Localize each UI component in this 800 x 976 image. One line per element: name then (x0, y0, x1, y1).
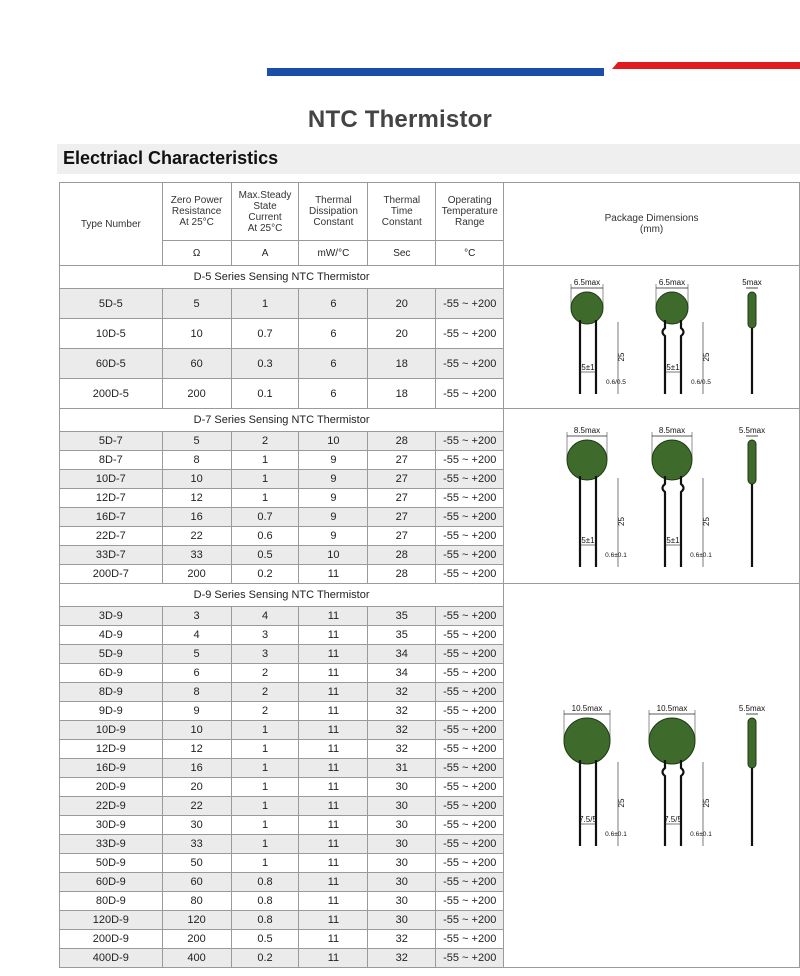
value-cell: 11 (299, 645, 368, 664)
value-cell: 0.7 (231, 319, 299, 349)
type-number-cell: 22D-9 (60, 797, 163, 816)
package-diagram-wrap (504, 270, 799, 405)
width-dimension-label: 10.5max (656, 703, 687, 713)
unit-cell: °C (436, 241, 504, 266)
value-cell: 1 (231, 797, 299, 816)
value-cell: 9 (299, 527, 368, 546)
value-cell: 2 (231, 683, 299, 702)
value-cell: -55 ~ +200 (436, 607, 504, 626)
type-number-cell: 22D-7 (60, 527, 163, 546)
value-cell: -55 ~ +200 (436, 289, 504, 319)
type-number-cell: 200D-7 (60, 565, 163, 584)
lead-diameter-label: 0.6±0.1 (689, 552, 712, 559)
value-cell: 9 (299, 489, 368, 508)
value-cell: 3 (162, 607, 231, 626)
value-cell: 1 (231, 721, 299, 740)
column-header: Thermal Dissipation Constant (299, 183, 368, 241)
width-dimension-label: 10.5max (571, 703, 602, 713)
value-cell: -55 ~ +200 (436, 565, 504, 584)
value-cell: 1 (231, 470, 299, 489)
section-header (57, 144, 800, 174)
value-cell: 1 (231, 854, 299, 873)
value-cell: 28 (368, 546, 436, 565)
value-cell: 0.8 (231, 911, 299, 930)
unit-cell: Ω (162, 241, 231, 266)
value-cell: 11 (299, 626, 368, 645)
value-cell: 6 (299, 379, 368, 409)
value-cell: 60 (162, 349, 231, 379)
value-cell: 10 (299, 546, 368, 565)
value-cell: 200 (162, 930, 231, 949)
value-cell: 27 (368, 527, 436, 546)
type-number-cell: 200D-5 (60, 379, 163, 409)
value-cell: 3 (231, 626, 299, 645)
type-number-cell: 16D-7 (60, 508, 163, 527)
thermistor-side-view (748, 292, 756, 328)
value-cell: 10 (299, 432, 368, 451)
column-header: Operating Temperature Range (436, 183, 504, 241)
value-cell: 30 (368, 797, 436, 816)
value-cell: 11 (299, 835, 368, 854)
thermistor-disc (567, 440, 607, 480)
series-title: D-5 Series Sensing NTC Thermistor (60, 266, 504, 289)
header-blue-bar (267, 68, 604, 76)
value-cell: 10 (162, 721, 231, 740)
lead-wire (681, 476, 684, 567)
value-cell: 2 (231, 432, 299, 451)
value-cell: 28 (368, 432, 436, 451)
value-cell: 30 (368, 778, 436, 797)
package-dimension-diagram (527, 696, 777, 856)
width-dimension-label: 8.5max (573, 426, 600, 435)
pitch-dimension-label: 5±1 (580, 362, 595, 372)
value-cell: 30 (368, 873, 436, 892)
value-cell: 6 (162, 664, 231, 683)
value-cell: 30 (368, 854, 436, 873)
type-number-cell: 5D-9 (60, 645, 163, 664)
value-cell: 200 (162, 565, 231, 584)
value-cell: 1 (231, 289, 299, 319)
type-number-cell: 10D-7 (60, 470, 163, 489)
value-cell: 5 (162, 432, 231, 451)
value-cell: 2 (231, 664, 299, 683)
value-cell: -55 ~ +200 (436, 508, 504, 527)
value-cell: 8 (162, 451, 231, 470)
value-cell: 27 (368, 470, 436, 489)
value-cell: 27 (368, 451, 436, 470)
value-cell: -55 ~ +200 (436, 797, 504, 816)
value-cell: -55 ~ +200 (436, 892, 504, 911)
value-cell: 9 (299, 470, 368, 489)
value-cell: 35 (368, 626, 436, 645)
value-cell: 12 (162, 489, 231, 508)
value-cell: -55 ~ +200 (436, 546, 504, 565)
value-cell: -55 ~ +200 (436, 930, 504, 949)
value-cell: -55 ~ +200 (436, 759, 504, 778)
value-cell: 6 (299, 349, 368, 379)
lead-diameter-label: 0.6/0.5 (690, 378, 711, 386)
header-red-bar (612, 62, 800, 69)
value-cell: 32 (368, 949, 436, 968)
side-dimension-label: 5.5max (738, 426, 765, 435)
value-cell: 34 (368, 664, 436, 683)
value-cell: -55 ~ +200 (436, 740, 504, 759)
lead-diameter-label: 0.6±0.1 (604, 552, 627, 559)
type-number-cell: 30D-9 (60, 816, 163, 835)
package-diagram-cell (504, 409, 800, 584)
value-cell: -55 ~ +200 (436, 949, 504, 968)
value-cell: 200 (162, 379, 231, 409)
value-cell: 9 (162, 702, 231, 721)
table-header-row (60, 183, 800, 241)
value-cell: 6 (299, 289, 368, 319)
side-dimension-label: 5max (741, 277, 762, 287)
unit-cell: mW/°C (299, 241, 368, 266)
lead-wire (662, 476, 665, 567)
value-cell: 20 (368, 319, 436, 349)
type-number-cell: 12D-7 (60, 489, 163, 508)
value-cell: 11 (299, 873, 368, 892)
value-cell: 22 (162, 527, 231, 546)
value-cell: 11 (299, 854, 368, 873)
type-number-cell: 9D-9 (60, 702, 163, 721)
value-cell: 60 (162, 873, 231, 892)
value-cell: 400 (162, 949, 231, 968)
value-cell: -55 ~ +200 (436, 432, 504, 451)
series-title: D-7 Series Sensing NTC Thermistor (60, 409, 504, 432)
lead-wire (662, 760, 665, 846)
page-title: NTC Thermistor (307, 106, 493, 133)
side-dimension-label: 5.5max (738, 703, 765, 713)
value-cell: -55 ~ +200 (436, 349, 504, 379)
unit-cell: A (231, 241, 299, 266)
length-dimension-label: 25 (701, 517, 711, 526)
column-header: Zero Power Resistance At 25°C (162, 183, 231, 241)
value-cell: -55 ~ +200 (436, 664, 504, 683)
value-cell: 32 (368, 930, 436, 949)
length-dimension-label: 25 (701, 352, 711, 361)
value-cell: 2 (231, 702, 299, 721)
value-cell: 0.5 (231, 930, 299, 949)
value-cell: 10 (162, 319, 231, 349)
series-header-row (60, 409, 800, 432)
type-number-cell: 8D-7 (60, 451, 163, 470)
value-cell: 0.8 (231, 892, 299, 911)
value-cell: -55 ~ +200 (436, 778, 504, 797)
lead-diameter-label: 0.6±0.1 (689, 830, 712, 838)
value-cell: 9 (299, 508, 368, 527)
value-cell: 120 (162, 911, 231, 930)
value-cell: 35 (368, 607, 436, 626)
value-cell: 10 (162, 470, 231, 489)
type-number-cell: 33D-9 (60, 835, 163, 854)
value-cell: -55 ~ +200 (436, 911, 504, 930)
thermistor-disc (656, 292, 688, 324)
value-cell: 1 (231, 835, 299, 854)
value-cell: 11 (299, 683, 368, 702)
value-cell: 22 (162, 797, 231, 816)
value-cell: -55 ~ +200 (436, 835, 504, 854)
type-number-cell: 5D-5 (60, 289, 163, 319)
value-cell: 11 (299, 740, 368, 759)
value-cell: 30 (368, 835, 436, 854)
pitch-dimension-label: 5±1 (665, 536, 680, 545)
pitch-dimension-label: 5±1 (665, 362, 680, 372)
value-cell: -55 ~ +200 (436, 451, 504, 470)
thermistor-disc (571, 292, 603, 324)
width-dimension-label: 6.5max (573, 277, 600, 287)
value-cell: 11 (299, 664, 368, 683)
lead-wire (681, 320, 684, 394)
type-number-cell: 60D-9 (60, 873, 163, 892)
type-number-cell: 8D-9 (60, 683, 163, 702)
value-cell: 0.5 (231, 546, 299, 565)
value-cell: 11 (299, 892, 368, 911)
value-cell: 20 (162, 778, 231, 797)
package-diagram-wrap (504, 585, 799, 966)
length-dimension-label: 25 (616, 517, 626, 526)
value-cell: 0.8 (231, 873, 299, 892)
value-cell: -55 ~ +200 (436, 873, 504, 892)
type-number-cell: 120D-9 (60, 911, 163, 930)
value-cell: -55 ~ +200 (436, 379, 504, 409)
value-cell: -55 ~ +200 (436, 319, 504, 349)
unit-cell: Sec (368, 241, 436, 266)
type-number-cell: 3D-9 (60, 607, 163, 626)
type-number-cell: 12D-9 (60, 740, 163, 759)
width-dimension-label: 8.5max (658, 426, 685, 435)
lead-wire (681, 760, 684, 846)
value-cell: 1 (231, 816, 299, 835)
value-cell: 11 (299, 778, 368, 797)
value-cell: 1 (231, 740, 299, 759)
series-header-row (60, 584, 800, 607)
value-cell: 11 (299, 949, 368, 968)
value-cell: 27 (368, 489, 436, 508)
value-cell: 0.2 (231, 565, 299, 584)
value-cell: -55 ~ +200 (436, 721, 504, 740)
thermistor-disc (649, 718, 695, 764)
pitch-dimension-label: 7.5/5 (663, 814, 682, 824)
type-number-cell: 80D-9 (60, 892, 163, 911)
value-cell: 3 (231, 645, 299, 664)
value-cell: 0.3 (231, 349, 299, 379)
pitch-dimension-label: 7.5/5 (578, 814, 597, 824)
value-cell: 11 (299, 607, 368, 626)
value-cell: 4 (162, 626, 231, 645)
type-number-cell: 10D-5 (60, 319, 163, 349)
value-cell: -55 ~ +200 (436, 702, 504, 721)
type-number-cell: 5D-7 (60, 432, 163, 451)
value-cell: 33 (162, 835, 231, 854)
type-number-cell: 20D-9 (60, 778, 163, 797)
type-number-cell: 400D-9 (60, 949, 163, 968)
value-cell: 32 (368, 740, 436, 759)
type-number-cell: 200D-9 (60, 930, 163, 949)
value-cell: 1 (231, 489, 299, 508)
value-cell: 32 (368, 721, 436, 740)
value-cell: 5 (162, 289, 231, 319)
width-dimension-label: 6.5max (658, 277, 685, 287)
value-cell: -55 ~ +200 (436, 683, 504, 702)
package-diagram-cell (504, 584, 800, 968)
value-cell: 28 (368, 565, 436, 584)
value-cell: 33 (162, 546, 231, 565)
column-header: Max.Steady State Current At 25°C (231, 183, 299, 241)
value-cell: 34 (368, 645, 436, 664)
value-cell: 50 (162, 854, 231, 873)
value-cell: 11 (299, 930, 368, 949)
length-dimension-label: 25 (616, 798, 626, 807)
package-diagram-wrap (504, 414, 799, 578)
column-header: Package Dimensions (mm) (504, 183, 800, 266)
type-number-cell: 16D-9 (60, 759, 163, 778)
column-header: Type Number (60, 183, 163, 266)
pitch-dimension-label: 5±1 (580, 536, 595, 545)
value-cell: 32 (368, 702, 436, 721)
value-cell: 0.7 (231, 508, 299, 527)
value-cell: 16 (162, 508, 231, 527)
column-header: Thermal Time Constant (368, 183, 436, 241)
value-cell: 16 (162, 759, 231, 778)
value-cell: 30 (368, 911, 436, 930)
series-header-row (60, 266, 800, 289)
value-cell: 1 (231, 778, 299, 797)
lead-wire (662, 320, 665, 394)
package-dimension-diagram (527, 271, 777, 404)
value-cell: 0.6 (231, 527, 299, 546)
value-cell: -55 ~ +200 (436, 470, 504, 489)
type-number-cell: 6D-9 (60, 664, 163, 683)
type-number-cell: 4D-9 (60, 626, 163, 645)
characteristics-table (59, 182, 800, 968)
value-cell: 8 (162, 683, 231, 702)
type-number-cell: 10D-9 (60, 721, 163, 740)
value-cell: 18 (368, 349, 436, 379)
thermistor-disc (652, 440, 692, 480)
value-cell: 12 (162, 740, 231, 759)
value-cell: 11 (299, 759, 368, 778)
value-cell: -55 ~ +200 (436, 527, 504, 546)
value-cell: 18 (368, 379, 436, 409)
value-cell: 1 (231, 759, 299, 778)
value-cell: 31 (368, 759, 436, 778)
type-number-cell: 33D-7 (60, 546, 163, 565)
value-cell: -55 ~ +200 (436, 626, 504, 645)
value-cell: 11 (299, 816, 368, 835)
value-cell: 30 (162, 816, 231, 835)
value-cell: 4 (231, 607, 299, 626)
value-cell: 20 (368, 289, 436, 319)
value-cell: 11 (299, 565, 368, 584)
type-number-cell: 60D-5 (60, 349, 163, 379)
value-cell: -55 ~ +200 (436, 645, 504, 664)
value-cell: -55 ~ +200 (436, 489, 504, 508)
value-cell: 30 (368, 892, 436, 911)
thermistor-disc (564, 718, 610, 764)
value-cell: -55 ~ +200 (436, 816, 504, 835)
value-cell: 0.2 (231, 949, 299, 968)
type-number-cell: 50D-9 (60, 854, 163, 873)
thermistor-side-view (748, 440, 756, 484)
value-cell: 11 (299, 911, 368, 930)
package-dimension-diagram (527, 415, 777, 577)
value-cell: 11 (299, 702, 368, 721)
value-cell: 27 (368, 508, 436, 527)
thermistor-side-view (748, 718, 756, 768)
value-cell: 11 (299, 797, 368, 816)
section-title: Electriacl Characteristics (63, 148, 279, 168)
value-cell: 1 (231, 451, 299, 470)
length-dimension-label: 25 (701, 798, 711, 807)
value-cell: 0.1 (231, 379, 299, 409)
value-cell: 6 (299, 319, 368, 349)
value-cell: 5 (162, 645, 231, 664)
value-cell: 32 (368, 683, 436, 702)
lead-diameter-label: 0.6±0.1 (604, 830, 627, 838)
lead-diameter-label: 0.6/0.5 (605, 378, 626, 386)
value-cell: 30 (368, 816, 436, 835)
length-dimension-label: 25 (616, 352, 626, 361)
value-cell: -55 ~ +200 (436, 854, 504, 873)
package-diagram-cell (504, 266, 800, 409)
series-title: D-9 Series Sensing NTC Thermistor (60, 584, 504, 607)
value-cell: 11 (299, 721, 368, 740)
value-cell: 80 (162, 892, 231, 911)
value-cell: 9 (299, 451, 368, 470)
